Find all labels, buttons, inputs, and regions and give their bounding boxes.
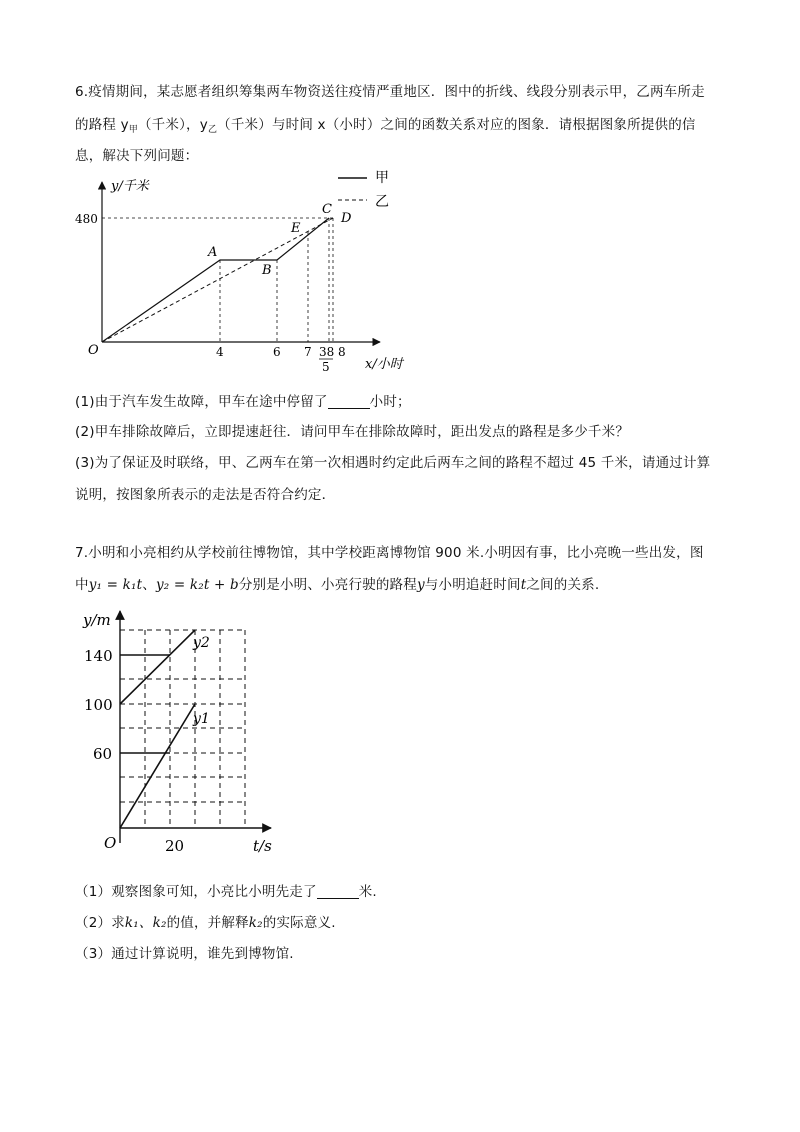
- q6-sub1-a: (1)由于汽车发生故障，甲车在途中停留了: [75, 394, 328, 410]
- q6-series-yi: [102, 218, 333, 342]
- q7-label-y1: y1: [193, 711, 210, 727]
- q7-line2-sep: 、: [142, 577, 156, 593]
- q6-legend-yi: 乙: [375, 194, 389, 210]
- q6-ytick-480: 480: [75, 212, 98, 226]
- q7-line2: [75, 573, 599, 593]
- q6-xtick-frac-den: 5: [322, 360, 330, 374]
- q6-sub-jia: 甲: [128, 125, 138, 135]
- q6-xtick-4: 4: [216, 345, 224, 359]
- q6-line1: 6.疫情期间，某志愿者组织筹集两车物资送往疫情严重地区．图中的折线、线段分别表示甲，乙两车所走: [75, 84, 705, 100]
- q6-sub3-line1: (3)为了保证及时联络，甲、乙两车在第一次相遇时约定此后两车之间的路程不超过 45 千米，请通过计算: [75, 455, 711, 471]
- q6-sub-yi: 乙: [207, 125, 218, 135]
- q7-formula-y2: y₂ = k₂t + b: [155, 577, 239, 593]
- q6-line2-c: （千米）与时间 x（小时）之间的函数关系对应的图象．请根据图象所提供的信: [217, 117, 696, 133]
- q7-var-t: t: [520, 577, 527, 593]
- q7-xtick-20: 20: [165, 837, 185, 855]
- q6-sub1-b: 小时；: [369, 394, 411, 410]
- q6-xtick-8: 8: [338, 345, 346, 359]
- q6-sub3-line2: 说明，按图象所表示的走法是否符合约定．: [75, 487, 336, 503]
- q6-sub1-blank[interactable]: [328, 396, 370, 409]
- q6-point-c: C: [322, 202, 332, 217]
- q6-guides: [102, 218, 333, 342]
- q7-xlabel: t/s: [253, 837, 272, 855]
- q6-sub2: (2)甲车排除故障后，立即提速赶往．请问甲车在排除故障时，距出发点的路程是多少千米？: [75, 424, 630, 440]
- q6-ylabel: y/千米: [111, 179, 149, 194]
- q6-chart: [75, 170, 415, 385]
- q7-sub1: [75, 880, 377, 900]
- q6-line2-a: 的路程 y: [75, 117, 129, 133]
- q6-point-e: E: [291, 221, 301, 236]
- q7-formula-y1: y₁ = k₁t: [88, 577, 143, 593]
- q6-xtick-6: 6: [273, 345, 281, 359]
- q6-origin: O: [88, 343, 99, 358]
- q7-sub2-k2: k₂: [248, 915, 263, 931]
- q7-line2-b: 分别是小明、小亮行驶的路程: [238, 577, 417, 593]
- q7-ytick-60: 60: [93, 745, 113, 763]
- q7-ytick-140: 140: [84, 647, 113, 665]
- q6-point-b: B: [262, 263, 272, 278]
- q6-xtick-frac-num: 38: [319, 345, 335, 359]
- q7-line2-a: 中: [75, 577, 89, 593]
- q7-var-y: y: [416, 577, 425, 593]
- q7-ytick-100: 100: [84, 696, 113, 714]
- q6-xtick-7: 7: [304, 345, 312, 359]
- q6-legend-jia: 甲: [375, 170, 389, 186]
- q6-line2: [75, 113, 696, 135]
- q6-line2-b: （千米），y: [137, 117, 208, 133]
- q7-ylabel: y/m: [83, 611, 111, 629]
- q6-point-a: A: [208, 245, 218, 260]
- q7-sub2: [75, 911, 336, 931]
- q7-series-y2: [120, 630, 195, 704]
- q7-line2-c: 与小明追赶时间: [424, 577, 521, 593]
- q7-sub2-k: k₁、k₂: [124, 915, 167, 931]
- q7-sub2-b: 的值，并解释: [166, 915, 249, 931]
- q6-xlabel: x/小时: [365, 357, 403, 372]
- q7-sub1-a: （1）观察图象可知，小亮比小明先走了: [75, 884, 317, 900]
- q7-sub1-blank[interactable]: [317, 886, 359, 899]
- q6-point-d: D: [341, 211, 352, 226]
- q7-line1: 7.小明和小亮相约从学校前往博物馆，其中学校距离博物馆 900 米.小明因有事，比小亮晚一些出发，图: [75, 545, 704, 561]
- q7-chart: [75, 603, 290, 858]
- q6-sub1: [75, 390, 411, 410]
- q6-line3: 息，解决下列问题：: [75, 148, 199, 164]
- q7-sub3: （3）通过计算说明，谁先到博物馆.: [75, 946, 294, 962]
- q7-line2-d: 之间的关系.: [526, 577, 600, 593]
- q7-label-y2: y2: [193, 635, 210, 651]
- q7-series-y1: [120, 704, 195, 828]
- q7-origin: O: [104, 834, 117, 852]
- q7-sub2-a: （2）求: [75, 915, 125, 931]
- q7-sub1-b: 米.: [358, 884, 377, 900]
- q7-sub2-c: 的实际意义.: [262, 915, 336, 931]
